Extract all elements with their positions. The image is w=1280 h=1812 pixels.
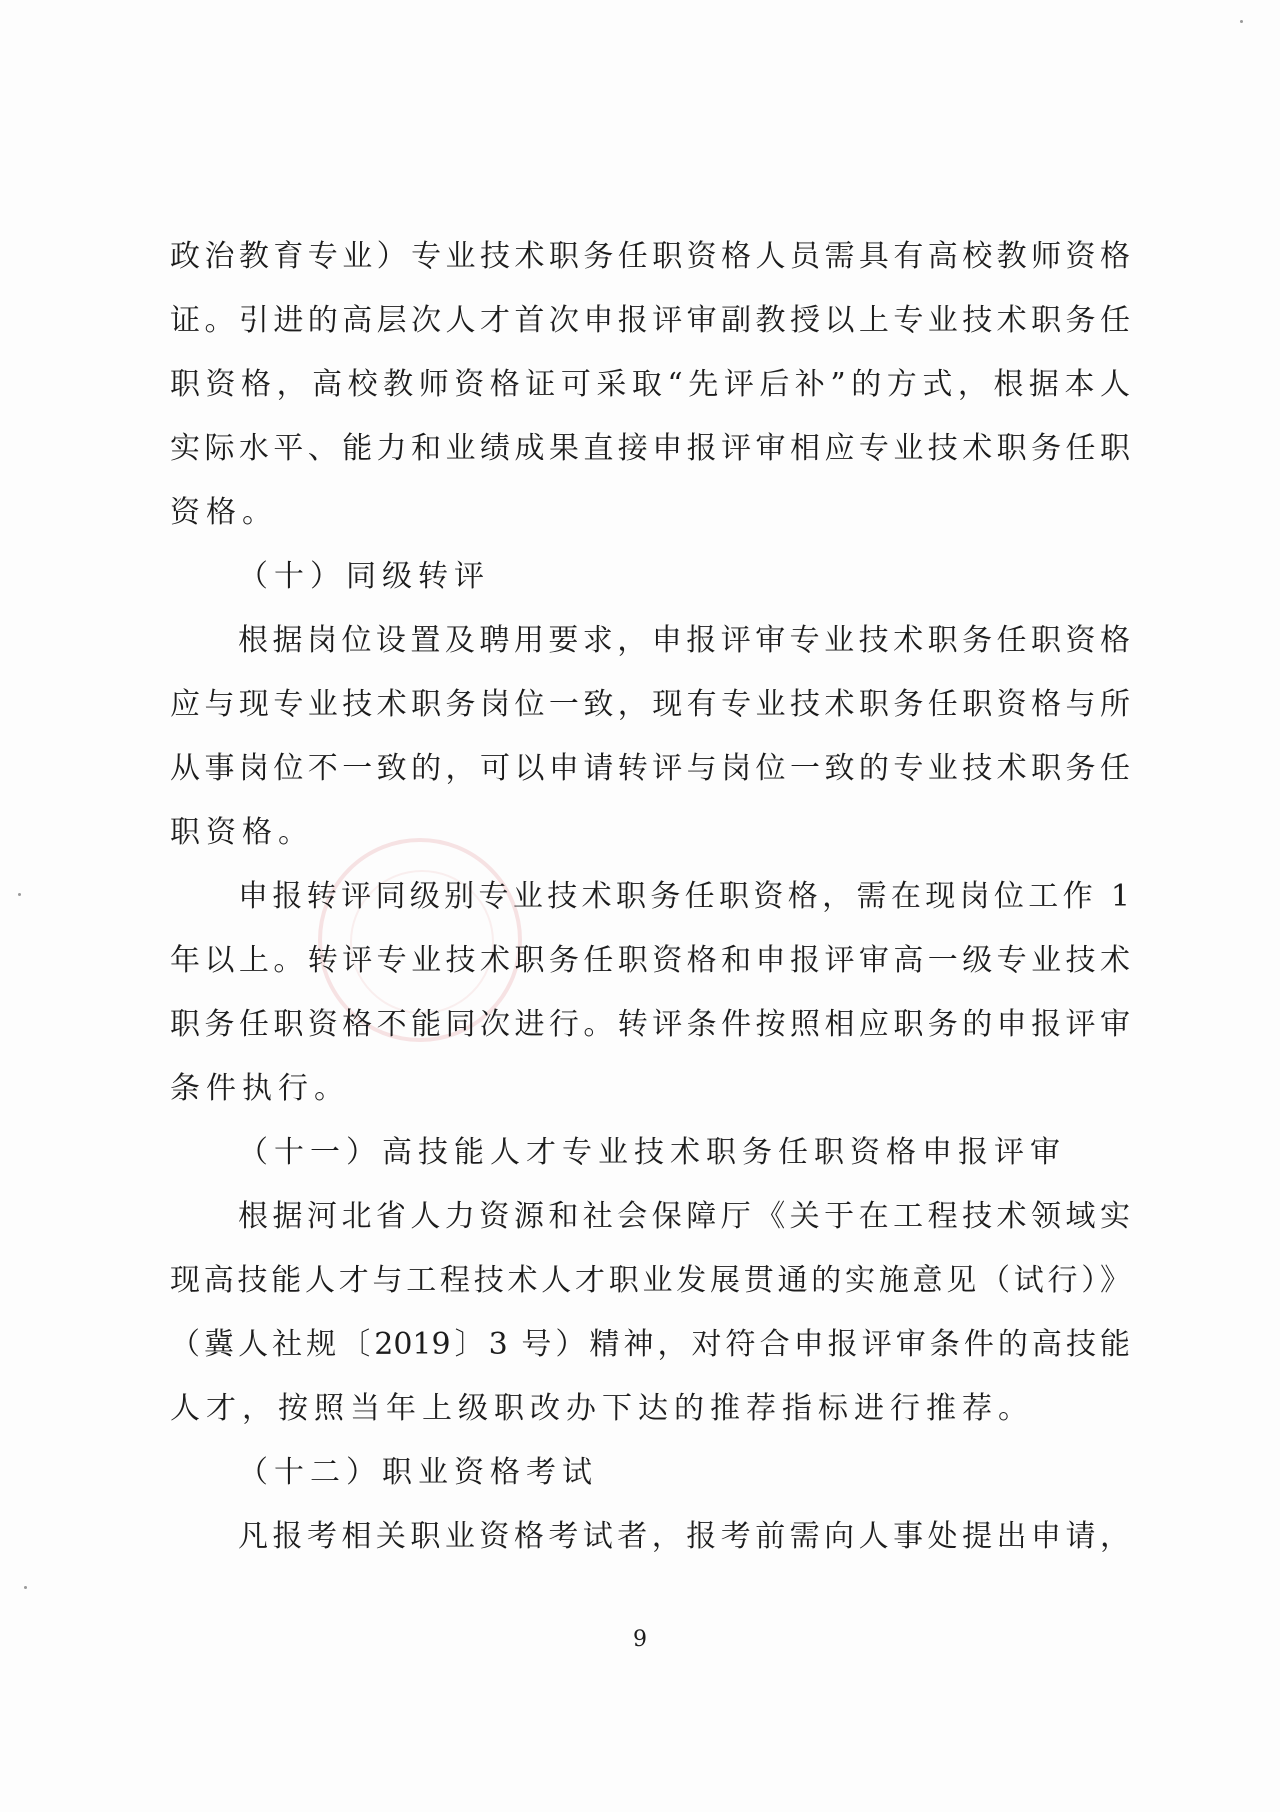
section-heading-10: （十）同级转评 [238,559,490,594]
text-line: 应与现专业技术职务岗位一致，现有专业技术职务任职资格与所 [170,687,1130,722]
text-line: 年以上。转评专业技术职务任职资格和申报评审高一级专业技术 [170,943,1130,978]
scan-speck [24,1586,27,1589]
page-number: 9 [633,1627,647,1652]
text-line: 条件执行。 [170,1071,350,1106]
paragraph-first-line: 根据岗位设置及聘用要求，申报评审专业技术职务任职资格 [238,623,1130,658]
text-line: 职资格，高校教师资格证可采取“先评后补”的方式，根据本人 [170,367,1130,402]
scan-speck [18,893,21,896]
text-line: 证。引进的高层次人才首次申报评审副教授以上专业技术职务任 [170,303,1130,338]
text-line: 政治教育专业）专业技术职务任职资格人员需具有高校教师资格 [170,239,1130,274]
text-line: 职资格。 [170,815,314,850]
section-heading-12: （十二）职业资格考试 [238,1455,598,1490]
paragraph-first-line: 凡报考相关职业资格考试者，报考前需向人事处提出申请， [238,1519,1130,1554]
text-line: 现高技能人才与工程技术人才职业发展贯通的实施意见（试行）》 [170,1263,1130,1298]
scan-speck [1240,20,1243,23]
text-line: 从事岗位不一致的，可以申请转评与岗位一致的专业技术职务任 [170,751,1130,786]
text-line: 人才，按照当年上级职改办下达的推荐指标进行推荐。 [170,1391,1034,1426]
section-heading-11: （十一）高技能人才专业技术职务任职资格申报评审 [238,1135,1066,1170]
paragraph-first-line: 申报转评同级别专业技术职务任职资格，需在现岗位工作 1 [238,879,1130,914]
text-line: （冀人社规〔2019〕3 号）精神，对符合申报评审条件的高技能 [170,1327,1130,1362]
text-line: 资格。 [170,495,278,530]
text-line: 实际水平、能力和业绩成果直接申报评审相应专业技术职务任职 [170,431,1130,466]
paragraph-first-line: 根据河北省人力资源和社会保障厅《关于在工程技术领域实 [238,1199,1130,1234]
text-line: 职务任职资格不能同次进行。转评条件按照相应职务的申报评审 [170,1007,1130,1042]
